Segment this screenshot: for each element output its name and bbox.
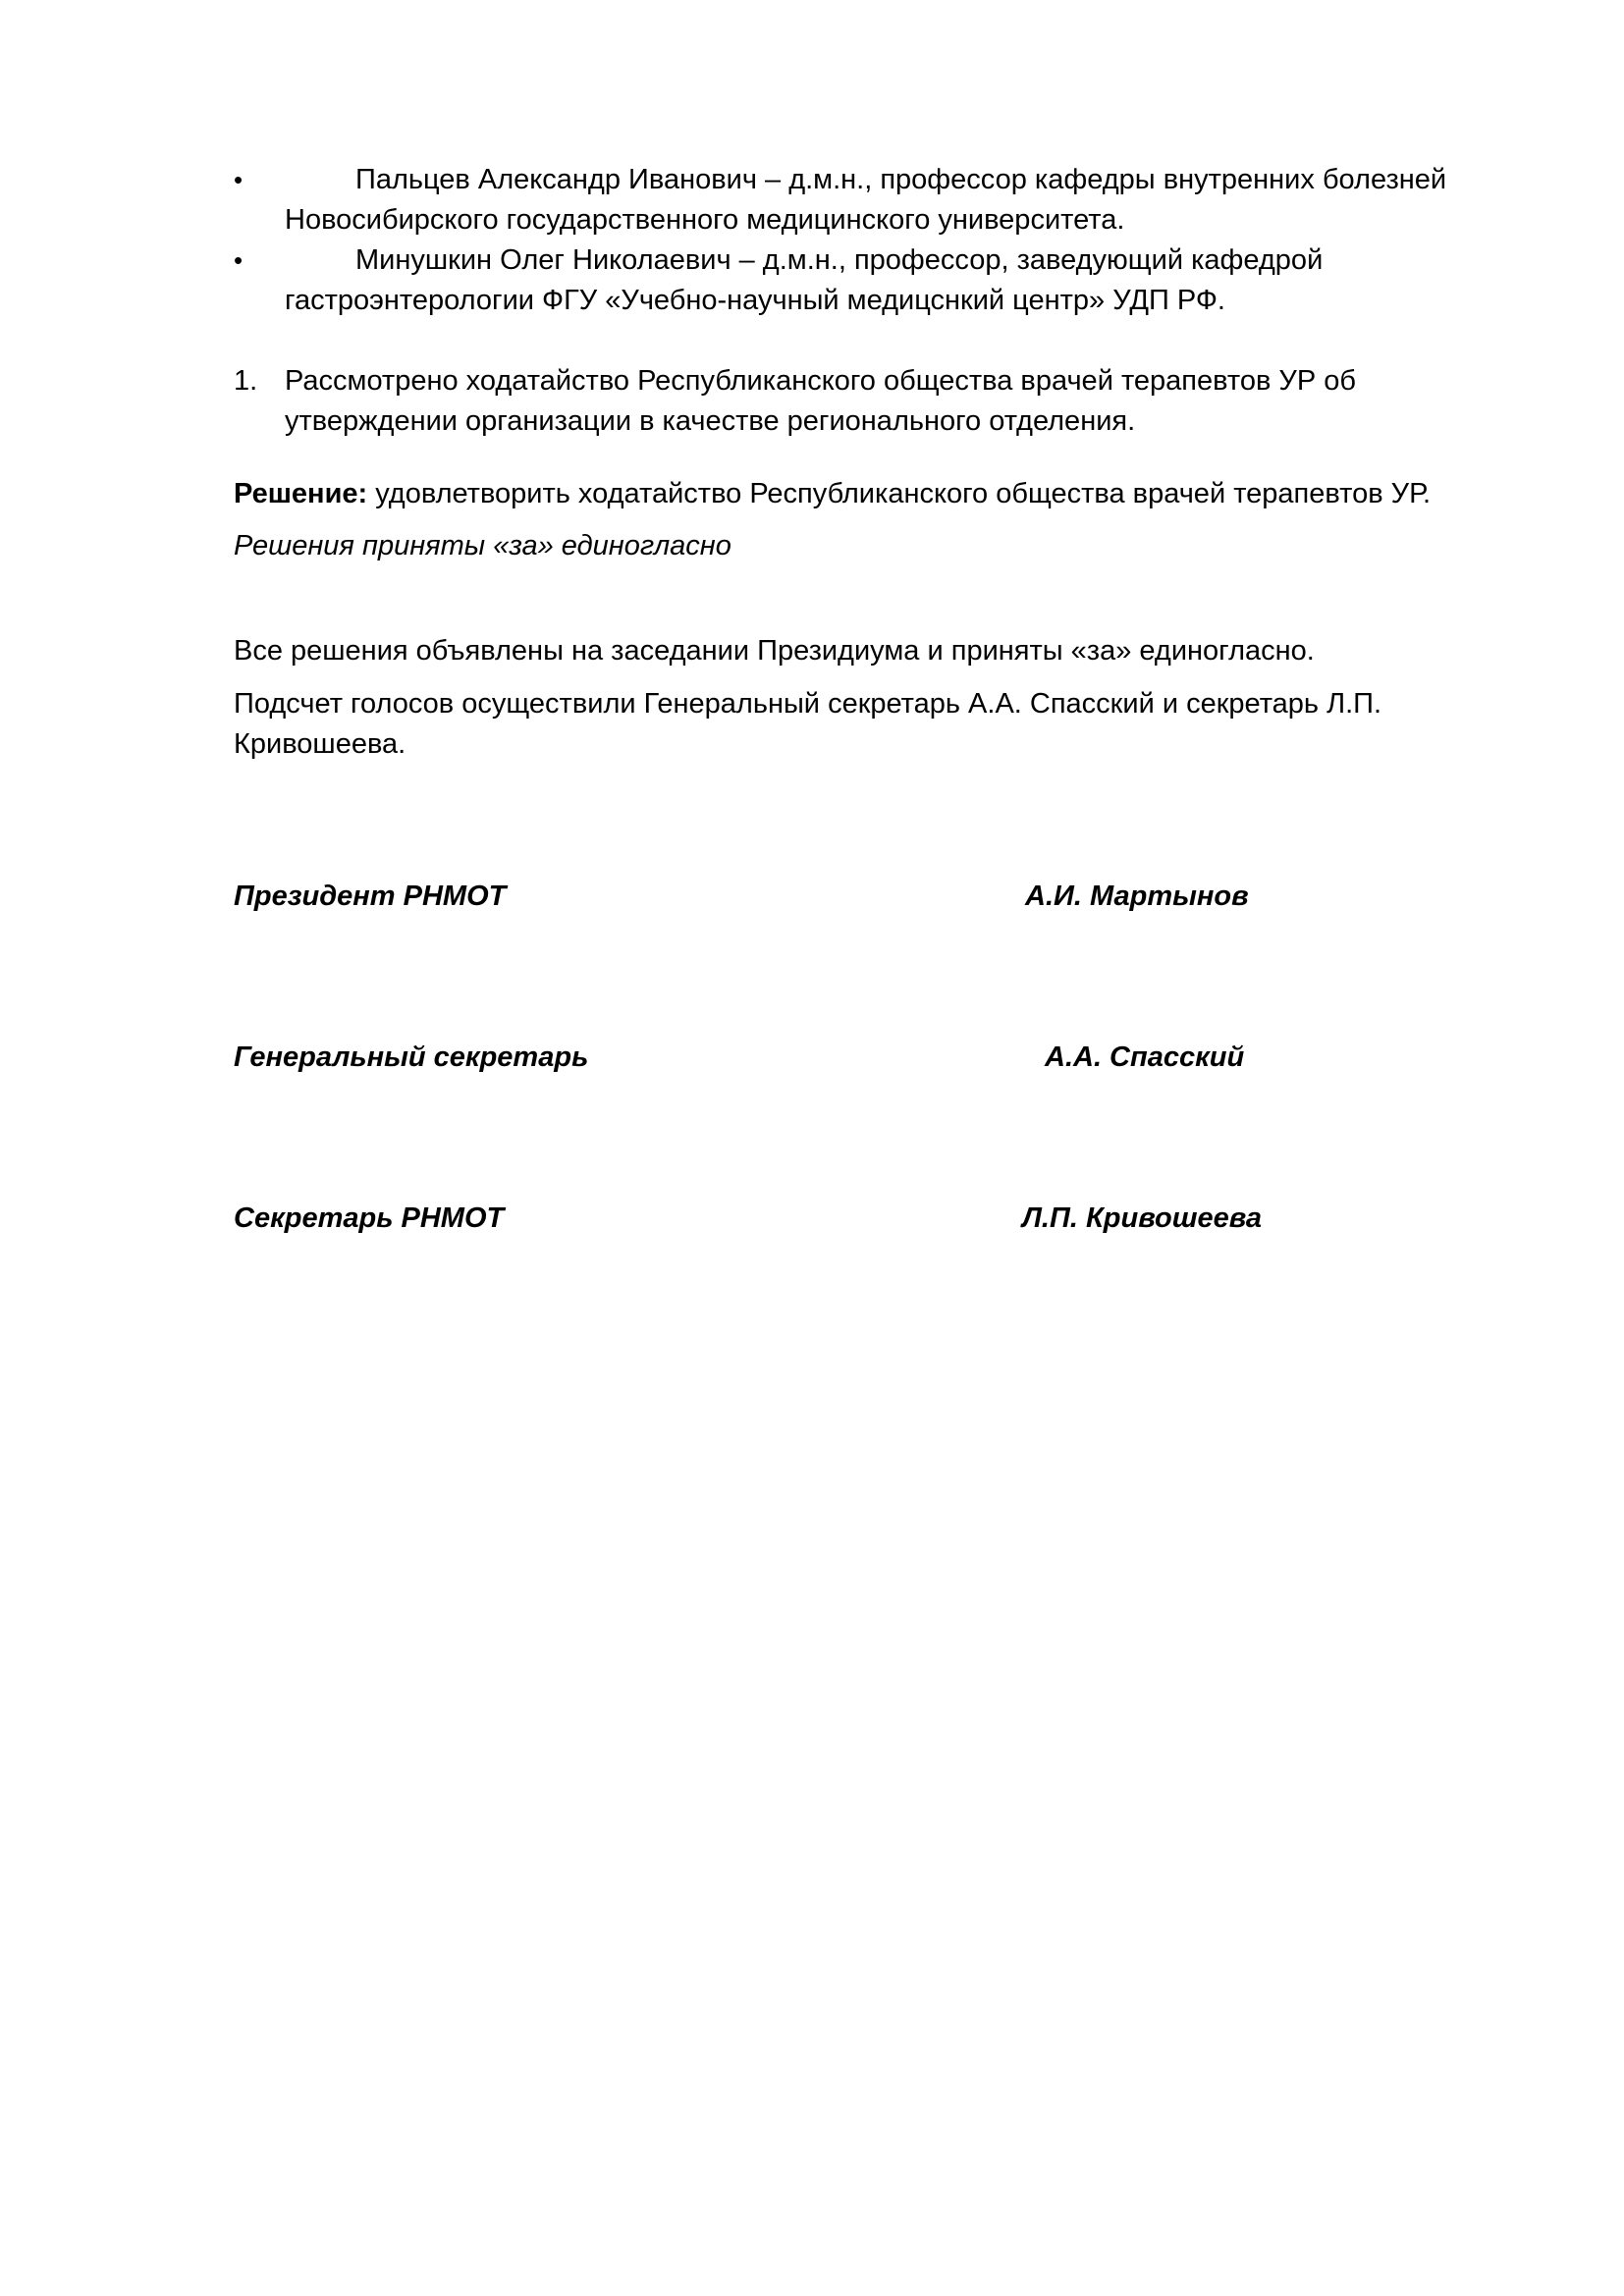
signature-name: Л.П. Кривошеева	[1022, 1202, 1263, 1234]
list-item	[234, 240, 1471, 321]
counting-paragraph: Подсчет голосов осуществили Генеральный секретарь А.А. Спасский и секретарь Л.П. Кривошеева.	[234, 688, 1382, 760]
list-item-text: Пальцев Александр Иванович – д.м.н., профессор кафедры внутренних болезней Новосибирского государственного медицинского университета.	[285, 164, 1447, 236]
decision-text: удовлетворить ходатайство Республиканского общества врачей терапевтов УР.	[367, 478, 1432, 509]
signature-name: А.И. Мартынов	[1025, 881, 1249, 912]
list-item	[234, 160, 1471, 240]
summary-paragraph: Все решения объявлены на заседании Президиума и приняты «за» единогласно.	[234, 635, 1315, 667]
decision-paragraph	[234, 474, 1471, 514]
decision-note: Решения приняты «за» единогласно	[234, 530, 731, 561]
signature-name: А.А. Спасский	[1045, 1041, 1245, 1073]
numbered-item	[234, 361, 1471, 442]
bullet-marker: •	[234, 165, 244, 194]
list-item-text: Минушкин Олег Николаевич – д.м.н., профессор, заведующий кафедрой гастроэнтерологии ФГУ «Учебно-научный медицснкий центр» УДП РФ.	[285, 244, 1324, 316]
signature-role: Президент РНМОТ	[234, 881, 507, 912]
numbered-marker: 1.	[234, 365, 258, 397]
numbered-item-text: Рассмотрено ходатайство Республиканского общества врачей терапевтов УР об утверждении организации в качестве регионального отделения.	[285, 365, 1356, 437]
signature-role: Генеральный секретарь	[234, 1041, 589, 1073]
signature-role: Секретарь РНМОТ	[234, 1202, 505, 1234]
decision-label: Решение:	[234, 478, 368, 509]
bullet-marker: •	[234, 245, 244, 275]
